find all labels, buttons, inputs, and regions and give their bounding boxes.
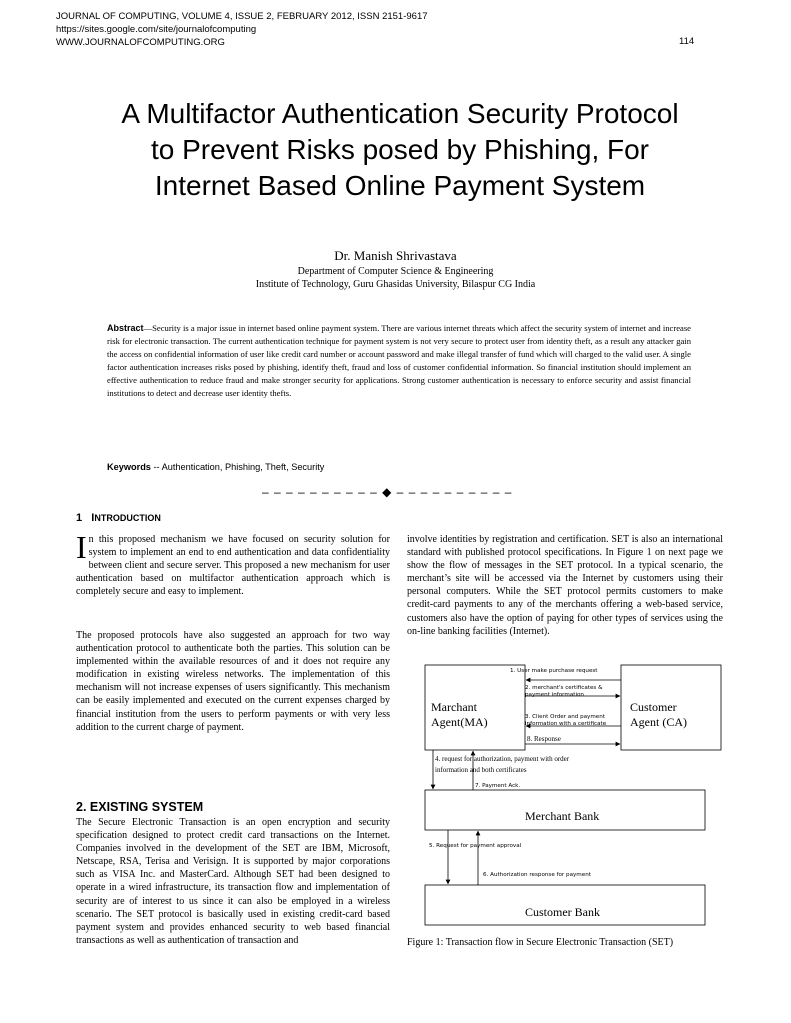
merchant-agent-label-2: Agent(MA) — [431, 715, 488, 729]
msg-4a: 4. request for authorization, payment with order — [435, 755, 570, 763]
intro-paragraph-2: The proposed protocols have also suggested an approach for two way authentication protocol to authenticate both the parties. This solution can be implemented within the available resources of and it does not require any modification in existing wireless networks. The implementation of this mechanism will not increase expenses of users significantly. This mechanism can be easily implemented and executed on the current expenses charged by financial institution from the users to perform payments or with very less addition to the current charge of payment. — [76, 630, 390, 733]
msg-6: 6. Authorization response for payment — [483, 872, 591, 878]
set-transaction-flow-diagram — [405, 660, 725, 940]
section-1-heading — [76, 512, 161, 524]
msg-4b: information and both certificates — [435, 766, 527, 774]
section-separator: – – – – – – – – – – ◆ – – – – – – – – – – — [262, 485, 513, 499]
msg-3b: information with a certificate — [525, 721, 607, 727]
msg-8: 8. Response — [527, 735, 561, 743]
abstract-label: Abstract — [107, 323, 144, 333]
msg-2b: payment information — [525, 692, 584, 698]
column-2-paragraph: involve identities by registration and certification. SET is also an international standard with published protocol specifications. In Figure 1 on next page we show the flow of messages in the SET protocol. In a typical scenario, the merchant’s site will be accessed via the Internet by customers using their personal computers. While the SET protocol permits customers to make credit-card payments to any of the merchants offering a web-based service, customers also have the option of paying for other types of services using the on-line banking facilities (Internet). — [407, 534, 723, 637]
figure-caption: Figure 1: Transaction flow in Secure Electronic Transaction (SET) — [407, 937, 674, 948]
title-line-1: A Multifactor Authentication Security Protocol — [121, 98, 679, 129]
author-institute: Institute of Technology, Guru Ghasidas University, Bilaspur CG India — [255, 279, 536, 290]
section-title-initial: I — [91, 512, 95, 524]
section-2-heading: 2. EXISTING SYSTEM — [76, 800, 204, 814]
journal-url: https://sites.google.com/site/journalofcomputing — [56, 24, 257, 35]
merchant-agent-label-1: Marchant — [431, 700, 477, 714]
abstract — [107, 322, 691, 401]
customer-agent-label-2: Agent (CA) — [630, 715, 687, 729]
title-line-2: to Prevent Risks posed by Phishing, For — [150, 134, 649, 165]
customer-agent-label-1: Customer — [630, 700, 677, 714]
keywords-text: -- Authentication, Phishing, Theft, Security — [150, 462, 325, 472]
msg-7: 7. Payment Ack. — [475, 783, 521, 789]
keywords-label: Keywords — [107, 462, 151, 472]
page-number: 114 — [679, 36, 695, 47]
drop-cap: I — [76, 529, 87, 565]
intro-text-1: n this proposed mechanism we have focused on security solution for system to implement an end to end authentication and data confidentiality between client and secure server. This proposed a new mechanism for user authentication based on multifactor authentication approach which is completely secure and easy to implement. — [76, 534, 390, 598]
existing-system-paragraph: The Secure Electronic Transaction is an open encryption and security specification designed to protect credit card transactions on the Internet. Companies involved in the development of the SET are IBM, Microsoft, Netscape, RSA, Terisa and Verisign. It is supported by major corporations such as VISA Inc. and MasterCard. Although SET had been designed to operate in a wired infrastructure, its transaction flow and implementation of security are of interest to us since it can also be employed in a wireless scenario. The SET protocol is basically used in existing credit-card based payment system and provides enhanced security to web based financial transactions as well as authentication of transaction and — [76, 817, 390, 946]
section-title-rest: NTRODUCTION — [94, 513, 161, 523]
journal-site: WWW.JOURNALOFCOMPUTING.ORG — [56, 37, 225, 48]
author-name: Dr. Manish Shrivastava — [334, 248, 457, 263]
paper-title — [60, 96, 740, 204]
customer-bank-label: Customer Bank — [525, 905, 600, 919]
author-department: Department of Computer Science & Engineering — [297, 266, 494, 277]
msg-5: 5. Request for payment approval — [429, 843, 522, 849]
merchant-bank-label: Merchant Bank — [525, 809, 600, 823]
keywords — [107, 462, 324, 472]
msg-3a: 3. Client Order and payment — [525, 714, 605, 720]
intro-paragraph-1 — [76, 529, 390, 598]
title-line-3: Internet Based Online Payment System — [154, 170, 646, 201]
msg-1: 1. User make purchase request — [510, 668, 598, 674]
msg-2a: 2. merchant's certificates & — [525, 685, 603, 691]
journal-line: JOURNAL OF COMPUTING, VOLUME 4, ISSUE 2, FEBRUARY 2012, ISSN 2151-9617 — [56, 11, 428, 22]
abstract-text: —Security is a major issue in internet based online payment system. There are various internet threats which affect the security system of internet and increase risk for electronic transaction. The current authentication technique for payment system is not very secure to protect user from identity theft, as a result any attacker gain the access on confidential information of user like credit card number or account password and make illegal transfer of fund which will charged to the valid user. A single factor authentication increases risks posed by phishing, identify theft, fraud and loss of customer confidential information. So financial institution should implement an effective authentication to reduce fraud and make stronger security for applications. Strong customer authentication is necessary to enforce security and assist financial institutions to detect and decrease user identity thefts. — [107, 323, 691, 399]
section-number: 1 — [76, 512, 83, 524]
running-header — [56, 10, 428, 49]
